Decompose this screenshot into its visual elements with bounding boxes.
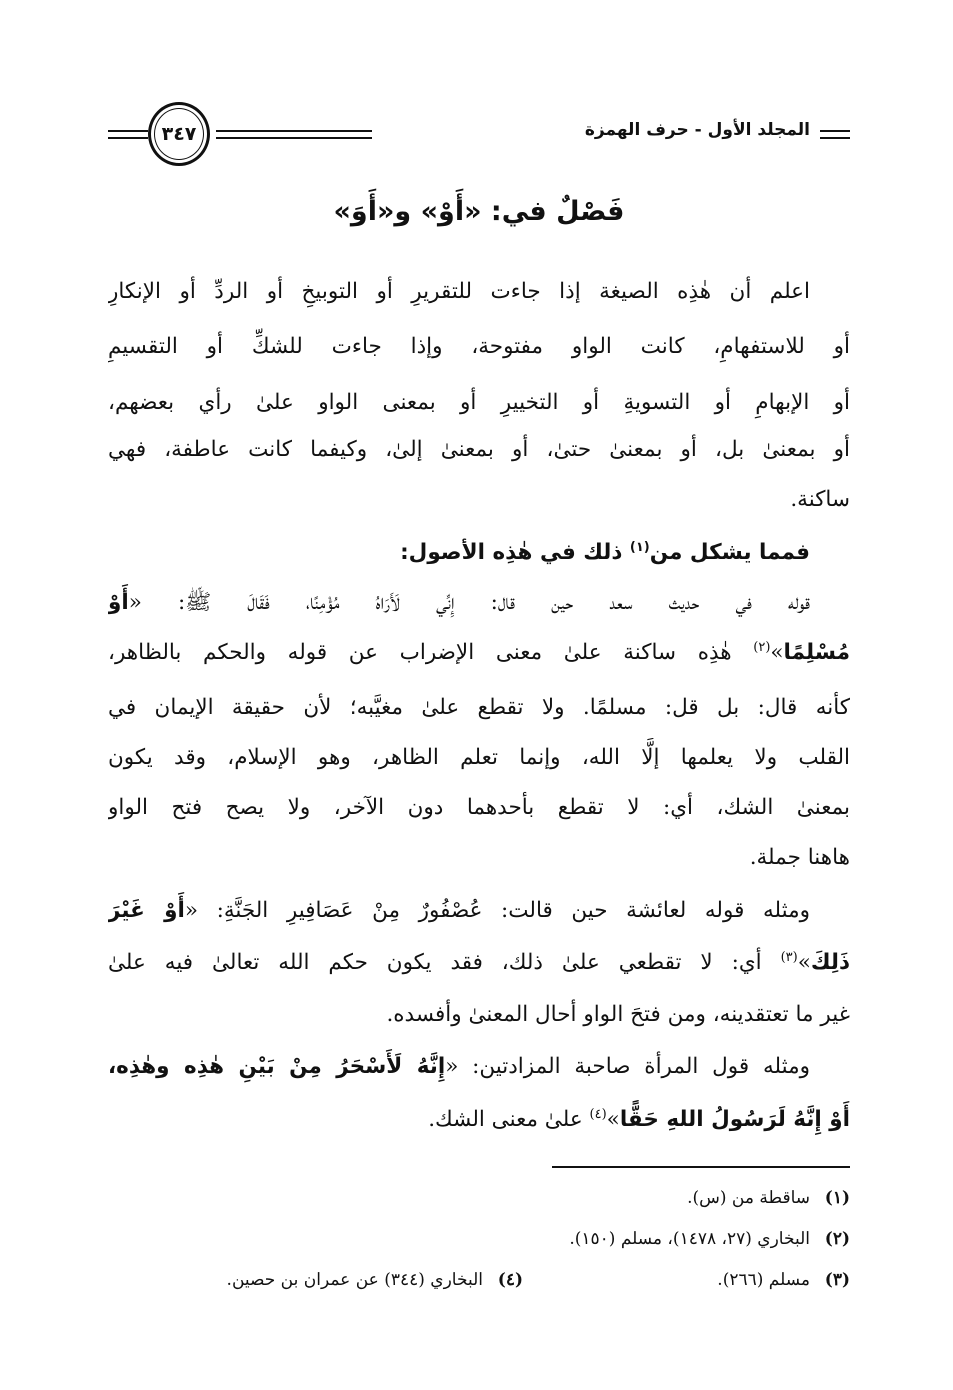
text-line: كأنه قال: بل قل: مسلمًا. ولا تقطع علىٰ مغيَّبه؛ لأن حقيقة الإيمان في: [108, 695, 850, 720]
text-line: [108, 533, 850, 573]
footnote-number: (٤): [497, 1270, 523, 1290]
text-line: أو بمعنىٰ بل، أو بمعنىٰ حتىٰ، أو بمعنىٰ إلىٰ، وكيفما كانت عاطفة، فهي: [108, 437, 850, 462]
footnote-text: البخاري (٢٧، ١٤٧٨)، مسلم (١٥٠).: [569, 1229, 810, 1249]
text-run: قوله في حديث سعد حين قال: إِنِّي لَأَرَاهُ مُؤْمِنًا، فَقَالَ ﷺ: «: [128, 590, 810, 615]
footnote-separator: [552, 1166, 850, 1168]
hadith-text: إِنَّهُ لَأَسْحَرُ مِنْ بَيْنِ هٰذِه وهٰذِه،: [108, 1054, 446, 1079]
text-line: [108, 633, 850, 673]
footnote-marker: (٢): [753, 639, 771, 655]
footnote-number: (١): [824, 1188, 850, 1208]
hadith-text: أَوْ: [108, 590, 129, 615]
footnote-text: البخاري (٣٤٤) عن عمران بن حصين.: [226, 1270, 483, 1290]
text-line: [108, 943, 850, 983]
text-line: أو للاستفهامِ، كانت الواو مفتوحة، وإذا جاءت للشكِّ أو التقسيمِ: [108, 334, 850, 359]
text-run: أي: لا تقطعي علىٰ ذلك، فقد يكون حكم الله تعالىٰ فيه علىٰ: [108, 950, 781, 975]
text-line: القلب ولا يعلمها إلَّا الله، وإنما تعلم الظاهر، وهو الإسلام، وقد يكون: [108, 745, 850, 770]
text-line: [108, 891, 850, 931]
text-run: علىٰ معنى الشك.: [428, 1107, 590, 1132]
header-rule: [820, 130, 850, 139]
page-number: ٣٤٧: [148, 102, 210, 166]
text-line: [108, 1100, 850, 1140]
text-line: اعلم أن هٰذِه الصيغة إذا جاءت للتقريرِ أو التوبيخِ أو الردِّ أو الإنكارِ: [108, 279, 810, 304]
footnote-text: مسلم (٢٦٦).: [717, 1270, 810, 1290]
footnote-marker: (٤): [589, 1106, 607, 1122]
text-line: [108, 1047, 850, 1087]
text-run: »: [797, 950, 811, 975]
footnote: [687, 1183, 850, 1213]
footnote-marker: (١): [629, 539, 650, 555]
text-line: أو الإبهامِ أو التسويةِ أو التخييرِ أو بمعنى الواو علىٰ رأي بعضهم،: [108, 390, 850, 415]
header-rule: [108, 130, 148, 139]
footnote-number: (٣): [824, 1270, 850, 1290]
text-run: هٰذِه ساكنة علىٰ معنى الإضراب عن قوله والحكم بالظاهر،: [108, 640, 754, 665]
footnote-marker: (٣): [780, 949, 798, 965]
text-run: ومثله قوله لعائشة حين قالت: عُصْفُورٌ مِنْ عَصَافِيرِ الجَنَّةِ: «: [184, 898, 810, 923]
footnote: [569, 1224, 850, 1254]
running-title: المجلد الأول - حرف الهمزة: [584, 120, 810, 140]
text-run: »: [770, 640, 784, 665]
page-header: [108, 100, 850, 170]
hadith-text: أَوْ غَيْرَ: [108, 898, 185, 923]
footnote-text: ساقطة من (س).: [687, 1188, 810, 1208]
hadith-text: ذَلِكَ: [810, 950, 850, 975]
header-rule: [216, 130, 372, 139]
text-line: ساكنة.: [790, 487, 850, 512]
footnote: [717, 1265, 850, 1295]
footnote: [227, 1265, 523, 1295]
text-run: ومثله قول المرأة صاحبة المزادتين: «: [445, 1054, 810, 1079]
text-run: ذلك في هٰذِه الأصول:: [400, 540, 630, 565]
section-title: فَصْلٌ في: «أَوْ» و«أَوَ»: [333, 196, 625, 227]
text-line: هاهنا جملة.: [749, 845, 850, 870]
hadith-text: مُسْلِمًا: [783, 640, 850, 665]
hadith-text: أَوْ إِنَّهُ لَرَسُولُ اللهِ حَقًّا: [619, 1107, 850, 1132]
text-run: »: [606, 1107, 620, 1132]
text-line: غير ما تعتقدينه، ومن فتحَ الواو أحال المعنىٰ وأفسده.: [386, 1002, 850, 1027]
text-line: بمعنىٰ الشك، أي: لا تقطع بأحدهما دون الآخر، ولا يصح فتح الواو: [108, 795, 850, 820]
text-run: فمما يشكل من: [649, 540, 810, 565]
text-line: [108, 583, 850, 623]
footnote-number: (٢): [824, 1229, 850, 1249]
